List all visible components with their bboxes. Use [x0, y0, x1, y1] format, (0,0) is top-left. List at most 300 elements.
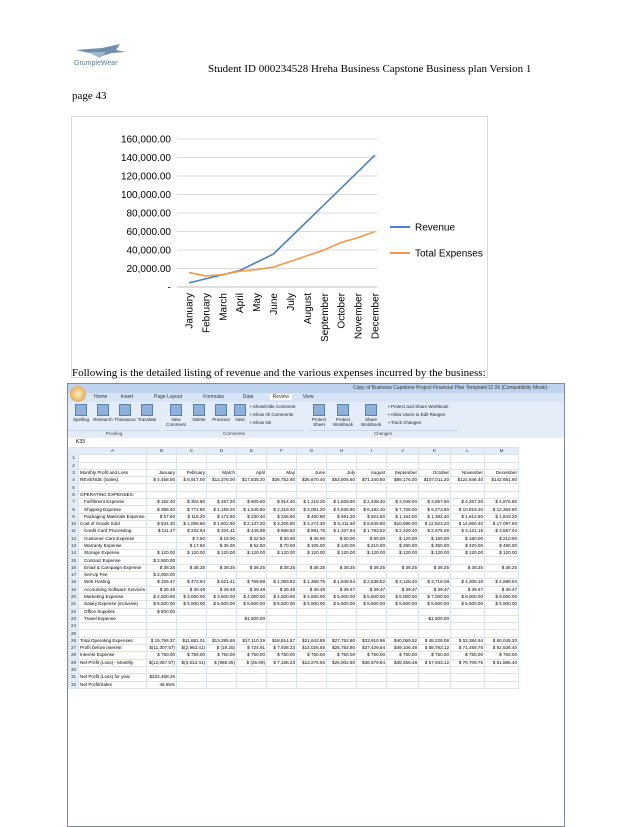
cell[interactable]: $48,356.48 [387, 659, 419, 666]
cell[interactable]: $ 420.00 [451, 542, 485, 549]
cell[interactable]: $ 1,545.60 [237, 506, 267, 513]
cell[interactable]: $ (25.09) [237, 659, 267, 666]
cell[interactable]: $ 30.00 [267, 535, 297, 542]
cell[interactable] [485, 491, 519, 498]
column-header[interactable]: C [177, 448, 207, 455]
row-header[interactable]: 32 [69, 681, 79, 688]
cell[interactable]: $13,395.65 [207, 637, 237, 644]
cell[interactable]: $ 120.00 [419, 550, 451, 557]
cell[interactable]: $(3,513.41) [177, 659, 207, 666]
cell[interactable]: $ 230.40 [237, 513, 267, 520]
cell[interactable]: $ 38.25 [237, 564, 267, 571]
proofing-button-research[interactable] [92, 404, 114, 422]
cell[interactable]: $ 6,182.40 [357, 506, 387, 513]
cell[interactable]: $ 7,938.23 [267, 645, 297, 652]
cell[interactable] [177, 572, 207, 579]
cell[interactable]: $ 2,137.20 [237, 520, 267, 527]
cell[interactable] [419, 462, 451, 469]
cell[interactable] [237, 666, 267, 673]
cell[interactable] [485, 462, 519, 469]
cell[interactable]: $ 772.80 [177, 506, 207, 513]
cell[interactable] [207, 666, 237, 673]
cell[interactable]: Shipping Expense [79, 506, 147, 513]
cell[interactable] [237, 681, 267, 688]
proofing-button-translate[interactable] [136, 404, 158, 422]
cell[interactable] [357, 630, 387, 637]
cell[interactable] [147, 484, 177, 491]
select-all-corner[interactable] [69, 448, 79, 455]
cell[interactable] [327, 666, 357, 673]
cell[interactable]: $ 8,548.80 [357, 520, 387, 527]
cell[interactable] [485, 608, 519, 615]
cell[interactable] [207, 572, 237, 579]
cell[interactable] [267, 462, 297, 469]
cell[interactable] [79, 455, 147, 462]
allow-users-edit-ranges-button[interactable]: ▪ Allow Users to Edit Ranges [388, 412, 446, 417]
cell[interactable] [237, 623, 267, 630]
cell[interactable] [327, 608, 357, 615]
cell[interactable]: March [207, 469, 237, 476]
row-header[interactable]: 11 [69, 528, 79, 535]
cell[interactable]: Contract Expense [79, 557, 147, 564]
cell[interactable]: $ (19.25) [207, 645, 237, 652]
cell[interactable]: $ 750.00 [387, 652, 419, 659]
cell[interactable] [267, 557, 297, 564]
cell[interactable] [485, 623, 519, 630]
cell[interactable]: February [177, 469, 207, 476]
row-header[interactable]: 1 [69, 455, 79, 462]
cell[interactable]: $ 621.41 [207, 579, 237, 586]
cell[interactable]: $ 280.00 [387, 542, 419, 549]
cell[interactable]: Fulfillment Expense [79, 499, 147, 506]
cell[interactable]: $ 17,097.60 [485, 520, 519, 527]
cell[interactable]: $ 38.25 [357, 564, 387, 571]
cell[interactable]: $ 82,636.40 [485, 645, 519, 652]
cell[interactable]: $ 1,337.64 [327, 528, 357, 535]
cell[interactable]: $ 70.00 [267, 542, 297, 549]
ribbon-tab-data[interactable]: Data [242, 394, 254, 400]
cell[interactable]: $ 57,933.12 [419, 659, 451, 666]
row-header[interactable]: 30 [69, 666, 79, 673]
cell[interactable]: $ 5,500.00 [267, 601, 297, 608]
cell[interactable] [147, 666, 177, 673]
delete-comment-button[interactable] [188, 404, 210, 422]
cell[interactable]: $ 45.00 [297, 535, 327, 542]
cell[interactable] [357, 666, 387, 673]
proofing-button-spelling[interactable] [70, 404, 92, 422]
cell[interactable] [207, 608, 237, 615]
cell[interactable]: $ 1,828.80 [327, 499, 357, 506]
row-header[interactable]: 21 [69, 601, 79, 608]
cell[interactable] [177, 681, 207, 688]
cell[interactable] [177, 623, 207, 630]
cell[interactable]: $ 1,219.20 [297, 499, 327, 506]
cell[interactable]: $ 891.76 [297, 528, 327, 535]
row-header[interactable]: 28 [69, 652, 79, 659]
cell[interactable]: June [297, 469, 327, 476]
cell[interactable]: August [357, 469, 387, 476]
cell[interactable]: $ 1,068.60 [177, 520, 207, 527]
cell[interactable]: $ 39.47 [419, 586, 451, 593]
cell[interactable]: $ 90.00 [357, 535, 387, 542]
cell[interactable]: $ 38.25 [207, 564, 237, 571]
cell[interactable] [207, 557, 237, 564]
cell[interactable]: Monthly Profit and Loss [79, 469, 147, 476]
cell[interactable] [147, 535, 177, 542]
cell[interactable]: $ 120.00 [327, 550, 357, 557]
cell[interactable] [327, 674, 357, 681]
cell[interactable] [267, 615, 297, 622]
cell[interactable]: $ 120.00 [177, 550, 207, 557]
cell[interactable]: $ 2,438.40 [357, 499, 387, 506]
row-header[interactable]: 4 [69, 477, 79, 484]
cell[interactable]: $ 4,458.00 [147, 477, 177, 484]
cell[interactable]: $ 768.88 [237, 579, 267, 586]
cell[interactable]: $ 4,308.16 [451, 579, 485, 586]
column-header[interactable]: E [237, 448, 267, 455]
cell[interactable]: $ 111.47 [147, 528, 177, 535]
cell[interactable]: $ 1,358.76 [297, 579, 327, 586]
column-header[interactable]: G [297, 448, 327, 455]
cell[interactable] [387, 462, 419, 469]
cell[interactable]: $ 921.60 [357, 513, 387, 520]
column-header[interactable]: M [485, 448, 519, 455]
cell[interactable]: $ 38.25 [485, 564, 519, 571]
cell[interactable]: Net Profit/Sales [79, 681, 147, 688]
cell[interactable] [207, 681, 237, 688]
cell[interactable] [297, 623, 327, 630]
cell[interactable]: $ 172.80 [207, 513, 237, 520]
cell[interactable] [177, 615, 207, 622]
cell[interactable] [327, 681, 357, 688]
cell[interactable]: $21,643.85 [297, 637, 327, 644]
cell[interactable]: $ 120.00 [147, 550, 177, 557]
cell[interactable]: Travel Expense [79, 615, 147, 622]
cell[interactable]: $ 140.00 [327, 542, 357, 549]
cell[interactable]: $ 71,459.76 [451, 645, 485, 652]
cell[interactable]: $107,011.20 [419, 477, 451, 484]
cell[interactable]: $ 4,500.00 [267, 593, 297, 600]
cell[interactable]: $ 120.00 [237, 550, 267, 557]
show-ink-button[interactable]: ▪ Show Ink [250, 420, 272, 425]
cell[interactable]: $ 1,159.20 [207, 506, 237, 513]
cell[interactable]: Total Operating Expenses: [79, 637, 147, 644]
cell[interactable]: October [419, 469, 451, 476]
cell[interactable]: $ 53,384.64 [451, 637, 485, 644]
row-header[interactable]: 16 [69, 564, 79, 571]
cell[interactable]: November [451, 469, 485, 476]
cell[interactable] [237, 455, 267, 462]
cell[interactable]: $18,814.57 [267, 637, 297, 644]
cell[interactable]: $ 750.00 [267, 652, 297, 659]
ribbon-tab-home[interactable]: Home [94, 394, 108, 400]
cell[interactable]: $ 2,675.28 [419, 528, 451, 535]
cell[interactable]: $ 750.00 [327, 652, 357, 659]
cell[interactable]: $ 750.00 [177, 652, 207, 659]
cell[interactable] [79, 623, 147, 630]
cell[interactable] [419, 455, 451, 462]
cell[interactable]: $ 39.48 [297, 586, 327, 593]
cell[interactable] [207, 491, 237, 498]
cell[interactable]: $ 38.25 [177, 564, 207, 571]
cell[interactable] [177, 666, 207, 673]
cell[interactable]: $ 5,500.00 [451, 601, 485, 608]
cell[interactable]: $13,376.00 [207, 477, 237, 484]
new-comment-button[interactable] [164, 404, 188, 427]
cell[interactable]: Email & Campaign Expense [79, 564, 147, 571]
cell[interactable]: $ 52.50 [237, 542, 267, 549]
cell[interactable] [297, 674, 327, 681]
cell[interactable]: $ 1,783.52 [357, 528, 387, 535]
cell[interactable]: $ 691.20 [327, 513, 357, 520]
cell[interactable] [387, 623, 419, 630]
ribbon-tab-review[interactable]: Review [270, 394, 292, 400]
cell[interactable] [451, 666, 485, 673]
cell[interactable] [419, 674, 451, 681]
cell[interactable] [357, 623, 387, 630]
proofing-button-thesaurus[interactable] [114, 404, 136, 422]
column-header[interactable]: K [419, 448, 451, 455]
cell[interactable]: $ 150.00 [419, 535, 451, 542]
ribbon-tab-page-layout[interactable]: Page Layout [154, 394, 183, 400]
cell[interactable]: December [485, 469, 519, 476]
office-button[interactable] [70, 386, 86, 402]
cell[interactable]: $14,026.55 [297, 645, 327, 652]
cell[interactable]: July [327, 469, 357, 476]
cell[interactable] [451, 623, 485, 630]
cell[interactable]: $ 7,728.00 [387, 506, 419, 513]
row-header[interactable]: 20 [69, 593, 79, 600]
cell[interactable] [297, 681, 327, 688]
cell[interactable]: $ 120.00 [297, 550, 327, 557]
cell[interactable] [147, 462, 177, 469]
cell[interactable]: $ 39.47 [387, 586, 419, 593]
cell[interactable] [297, 615, 327, 622]
cell[interactable]: $ 120.00 [267, 550, 297, 557]
cell[interactable]: $ 3,567.04 [485, 528, 519, 535]
cell[interactable]: $ 1,948.64 [327, 579, 357, 586]
cell[interactable]: $89,176.00 [387, 477, 419, 484]
cell[interactable]: $ 17.50 [177, 542, 207, 549]
cell[interactable]: $ 750.00 [207, 652, 237, 659]
cell[interactable]: $ 1,382.40 [419, 513, 451, 520]
cell[interactable]: $ 2,000.00 [147, 572, 177, 579]
cell[interactable] [419, 557, 451, 564]
cell[interactable] [177, 462, 207, 469]
cell[interactable] [451, 491, 485, 498]
column-header[interactable]: J [387, 448, 419, 455]
cell[interactable]: $1,600.00 [237, 615, 267, 622]
cell[interactable] [357, 484, 387, 491]
row-header[interactable]: 12 [69, 535, 79, 542]
row-header[interactable]: 19 [69, 586, 79, 593]
cell[interactable]: $25,752.80 [327, 645, 357, 652]
cell[interactable]: $ 39.48 [267, 586, 297, 593]
cell[interactable]: $ 5,500.00 [387, 601, 419, 608]
cell[interactable] [327, 615, 357, 622]
row-header[interactable]: 23 [69, 615, 79, 622]
row-header[interactable]: 14 [69, 550, 79, 557]
row-header[interactable]: 17 [69, 572, 79, 579]
cell[interactable] [387, 491, 419, 498]
cell[interactable]: Interest Expense [79, 652, 147, 659]
column-header[interactable]: H [327, 448, 357, 455]
cell[interactable]: $ 4,274.40 [297, 520, 327, 527]
cell[interactable]: $ 38.25 [267, 564, 297, 571]
cell[interactable] [327, 462, 357, 469]
cell[interactable]: 46.65% [147, 681, 177, 688]
cell[interactable] [451, 572, 485, 579]
cell[interactable]: $ 9,000.00 [485, 593, 519, 600]
cell[interactable]: $37,429.84 [357, 645, 387, 652]
cell[interactable]: $ 4,500.00 [297, 593, 327, 600]
cell[interactable] [207, 623, 237, 630]
cell[interactable]: $ 5,500.00 [357, 593, 387, 600]
cell[interactable] [79, 630, 147, 637]
cell[interactable]: $ 14,960.40 [451, 520, 485, 527]
column-header[interactable]: F [267, 448, 297, 455]
cell[interactable] [327, 572, 357, 579]
protect-sheet-button[interactable] [308, 404, 330, 427]
cell[interactable]: $ 1,063.82 [267, 579, 297, 586]
cell[interactable]: January [147, 469, 177, 476]
cell[interactable]: $ 7,000.00 [419, 593, 451, 600]
cell[interactable]: $ 12,823.20 [419, 520, 451, 527]
cell[interactable] [485, 630, 519, 637]
row-header[interactable]: 15 [69, 557, 79, 564]
cell[interactable] [485, 666, 519, 673]
cell[interactable]: $ 750.00 [357, 652, 387, 659]
cell[interactable]: $ 3,048.00 [387, 499, 419, 506]
cell[interactable] [207, 462, 237, 469]
cell[interactable]: $ 120.00 [485, 550, 519, 557]
ribbon-tab-insert[interactable]: Insert [120, 394, 134, 400]
cell[interactable]: $35,670.40 [297, 477, 327, 484]
cell[interactable]: $324,468.26 [147, 674, 177, 681]
cell[interactable] [267, 608, 297, 615]
column-header[interactable]: B [147, 448, 177, 455]
cell[interactable] [419, 572, 451, 579]
cell[interactable]: $ 180.00 [451, 535, 485, 542]
cell[interactable] [267, 484, 297, 491]
cell[interactable] [237, 557, 267, 564]
cell[interactable]: $ 15.00 [207, 535, 237, 542]
cell[interactable]: $ 4,267.20 [451, 499, 485, 506]
cell[interactable] [327, 491, 357, 498]
cell[interactable]: $ 38.25 [387, 564, 419, 571]
cell[interactable]: $ 345.60 [267, 513, 297, 520]
cell[interactable] [357, 455, 387, 462]
share-workbook-button[interactable] [358, 404, 384, 427]
row-header[interactable]: 3 [69, 469, 79, 476]
cell[interactable]: Marketing Expense [79, 593, 147, 600]
cell[interactable] [419, 623, 451, 630]
cell[interactable]: $ 6,000.00 [387, 593, 419, 600]
cell[interactable] [147, 455, 177, 462]
cell[interactable]: $ 39.47 [485, 586, 519, 593]
cell[interactable]: $(12,057.57) [147, 659, 177, 666]
cell[interactable]: $ 5,500.00 [327, 601, 357, 608]
cell[interactable] [297, 666, 327, 673]
cell[interactable]: $ 350.00 [419, 542, 451, 549]
cell[interactable] [387, 674, 419, 681]
cell[interactable]: $ 750.00 [451, 652, 485, 659]
cell[interactable]: $ 5,500.00 [237, 601, 267, 608]
cell[interactable]: $ 750.00 [419, 652, 451, 659]
cell[interactable] [267, 572, 297, 579]
cell[interactable]: $ 7,188.23 [267, 659, 297, 666]
cell[interactable]: $ 120.00 [387, 550, 419, 557]
cell[interactable] [357, 572, 387, 579]
row-header[interactable]: 27 [69, 645, 79, 652]
cell[interactable]: $ 5,500.00 [485, 601, 519, 608]
row-header[interactable]: 6 [69, 491, 79, 498]
cell[interactable] [147, 542, 177, 549]
cell[interactable]: $ 7.50 [177, 535, 207, 542]
cell[interactable]: $ 39.48 [207, 586, 237, 593]
cell[interactable]: $11,881.01 [177, 637, 207, 644]
cell[interactable]: April [237, 469, 267, 476]
cell[interactable]: $ 3,121.16 [451, 528, 485, 535]
cell[interactable]: $26,752.80 [267, 477, 297, 484]
row-header[interactable]: 10 [69, 520, 79, 527]
cell[interactable]: $ 5,000.00 [327, 593, 357, 600]
cell[interactable]: $ 609.60 [237, 499, 267, 506]
cell[interactable] [177, 630, 207, 637]
cell[interactable]: $71,340.80 [357, 477, 387, 484]
cell[interactable]: $ 386.40 [147, 506, 177, 513]
cell[interactable]: $ 473.94 [177, 579, 207, 586]
cell[interactable]: $ 120.00 [357, 550, 387, 557]
cell[interactable] [327, 623, 357, 630]
row-header[interactable]: 2 [69, 462, 79, 469]
cell[interactable]: $ 3,000.00 [177, 593, 207, 600]
cell[interactable]: $124,846.40 [451, 477, 485, 484]
cell[interactable] [419, 484, 451, 491]
cell[interactable]: $ 210.00 [357, 542, 387, 549]
cell[interactable]: $36,679.84 [357, 659, 387, 666]
cell[interactable] [357, 462, 387, 469]
cell[interactable] [485, 484, 519, 491]
cell[interactable]: $ 38.25 [451, 564, 485, 571]
cell[interactable]: $ 1,602.90 [207, 520, 237, 527]
cell[interactable] [297, 572, 327, 579]
previous-comment-button[interactable] [210, 404, 232, 422]
cell[interactable] [267, 681, 297, 688]
cell[interactable]: $ 5,500.00 [147, 601, 177, 608]
row-header[interactable]: 22 [69, 608, 79, 615]
cell[interactable] [177, 608, 207, 615]
cell[interactable] [327, 455, 357, 462]
cell[interactable] [327, 484, 357, 491]
cell[interactable] [387, 484, 419, 491]
cell[interactable] [419, 681, 451, 688]
cell[interactable]: $ 39.47 [451, 586, 485, 593]
cell[interactable]: $40,069.52 [387, 637, 419, 644]
cell[interactable]: $ 120.00 [387, 535, 419, 542]
cell[interactable]: $ 1,612.80 [451, 513, 485, 520]
row-header[interactable]: 9 [69, 513, 79, 520]
show-hide-comment-button[interactable]: ▪ Show/Hide Comment [250, 404, 296, 409]
cell[interactable]: $ 38.25 [147, 564, 177, 571]
cell[interactable]: Accounting Software Services [79, 586, 147, 593]
row-header[interactable]: 7 [69, 499, 79, 506]
cell[interactable]: $10,686.00 [387, 520, 419, 527]
cell[interactable] [177, 484, 207, 491]
cell[interactable] [387, 666, 419, 673]
cell[interactable] [267, 630, 297, 637]
cell[interactable]: -$1,600.00 [419, 615, 451, 622]
